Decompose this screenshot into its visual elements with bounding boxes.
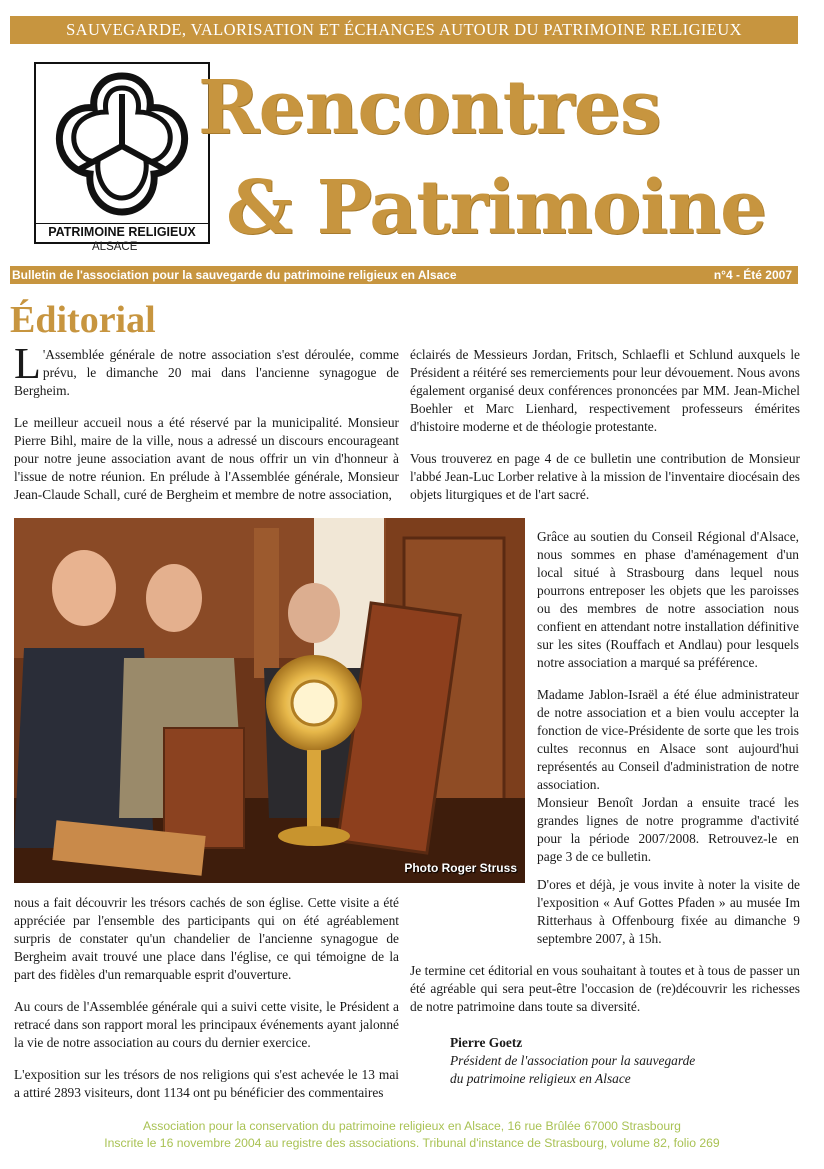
- paragraph: éclairés de Messieurs Jordan, Fritsch, Schlaefli et Schlund auxquels le Président a réitéré ses remerciements pour leur dévouement. Nous avons également organisé deux conférences prononcées par MM. Jean-Michel Boehler et Marc Lienhard, respectivement professeurs émérites d'histoire moderne et de théologie protestante.: [410, 347, 800, 434]
- paragraph: Grâce au soutien du Conseil Régional d'Alsace, nous sommes en phase d'aménagement d'un local situé à Strasbourg dans lequel nous pourrons entreposer les objets que les paroisses ou des membres de notre association nous confient en attendant notre installation définitive sur les sites (Rouffach et Andlau) pour lesquels notre association a marqué sa préférence.: [537, 529, 799, 670]
- bulletin-subtitle: Bulletin de l'association pour la sauvegarde du patrimoine religieux en Alsace: [12, 268, 457, 282]
- editorial-column-left-top: [14, 339, 399, 518]
- logo-label: PATRIMOINE RELIGIEUX: [36, 223, 208, 240]
- editorial-column-left-bottom: [14, 894, 399, 1116]
- paragraph: Monsieur Benoît Jordan a ensuite tracé les grandes lignes de notre programme d'activité pour la période 2007/2008. Retrouvez-le en page 3 de ce bulletin.: [537, 795, 799, 864]
- subtitle-bar: [10, 266, 798, 284]
- editorial-column-right-top: [410, 346, 800, 518]
- signature-name: Pierre Goetz: [450, 1035, 523, 1050]
- signature-title-line1: Président de l'association pour la sauvegarde: [450, 1053, 696, 1068]
- signature-title-line2: du patrimoine religieux en Alsace: [450, 1071, 631, 1086]
- footer: [0, 1118, 824, 1152]
- paragraph: Madame Jablon-Israël a été élue administrateur de notre association et a bien voulu accepter la fonction de vice-Présidente de sorte que les trois cultes reconnus en Alsace sont aujourd'hui représentés au Conseil d'administration de notre association.: [537, 687, 799, 792]
- editorial-column-right-bottom: [410, 876, 800, 1030]
- assembly-photo: [14, 518, 525, 883]
- paragraph: Vous trouverez en page 4 de ce bulletin une contribution de Monsieur l'abbé Jean-Luc Lorber relative à la mission de l'inventaire diocésain des objets liturgiques et de l'art sacré.: [410, 451, 800, 502]
- paragraph: Le meilleur accueil nous a été réservé par la municipalité. Monsieur Pierre Bihl, maire de la ville, nous a adressé un discours encourageant pour notre jeune association avant de nous offrir un vin d'honneur à l'issue de notre réunion. En prélude à l'Assemblée générale, Monsieur Jean-Claude Schall, curé de Bergheim et membre de notre association,: [14, 415, 399, 502]
- logo-subtitle: ALSACE: [92, 241, 138, 253]
- association-logo: [34, 62, 210, 244]
- paragraph: L'exposition sur les trésors de nos religions qui s'est achevée le 13 mai a attiré 2893 visiteurs, dont 1134 ont pu bénéficier des commentaires: [14, 1067, 399, 1100]
- signature-block: [450, 1034, 695, 1088]
- paragraph: Je termine cet éditorial en vous souhaitant à toutes et à tous de passer un été agréable qui sera peut-être l'occasion de (re)découvrir les richesses de notre patrimoine dans toute sa diversité.: [410, 963, 800, 1014]
- editorial-column-right-middle: [537, 528, 799, 880]
- paragraph: L 'Assemblée générale de notre association s'est déroulée, comme prévu, le dimanche 20 mai dans l'ancienne synagogue de Bergheim.: [14, 339, 399, 398]
- issue-number: n°4 - Été 2007: [713, 268, 792, 282]
- paragraph: nous a fait découvrir les trésors cachés de son église. Cette visite a été appréciée par l'ensemble des participants qui on été agréablement surpris de constater qu'un chandelier de l'ancienne synagogue de Bergheim avait trouvé une place dans l'église, ce qui témoigne de la part des fidèles d'un remarquable esprit d'ouverture.: [14, 895, 399, 982]
- masthead-title-line1: Rencontres: [198, 65, 661, 151]
- footer-address: Association pour la conservation du patrimoine religieux en Alsace, 16 rue Brûlée 67000 Strasbourg: [143, 1119, 681, 1133]
- top-banner: SAUVEGARDE, VALORISATION ET ÉCHANGES AUTOUR DU PATRIMOINE RELIGIEUX: [10, 16, 798, 44]
- photo-credit: Photo Roger Struss: [404, 861, 517, 875]
- masthead-title-line2: & Patrimoine: [226, 165, 767, 251]
- editorial-heading: Éditorial: [10, 299, 156, 341]
- paragraph: Au cours de l'Assemblée générale qui a suivi cette visite, le Président a retracé dans son rapport moral les principaux événements ayant jalonné la vie de notre association au cours du dernier exercice.: [14, 999, 399, 1050]
- photo-illustration: [14, 518, 525, 883]
- trefoil-cross-icon: [42, 66, 202, 222]
- footer-registration: Inscrite le 16 novembre 2004 au registre des associations. Tribunal d'instance de Strasbourg, volume 82, folio 269: [104, 1136, 720, 1150]
- paragraph: D'ores et déjà, je vous invite à noter la visite de l'exposition « Auf Gottes Pfaden » au musée Im Ritterhaus à Offenbourg fixée au dimanche 9 septembre 2007, à 15h.: [537, 877, 800, 946]
- drop-cap: L: [14, 339, 41, 388]
